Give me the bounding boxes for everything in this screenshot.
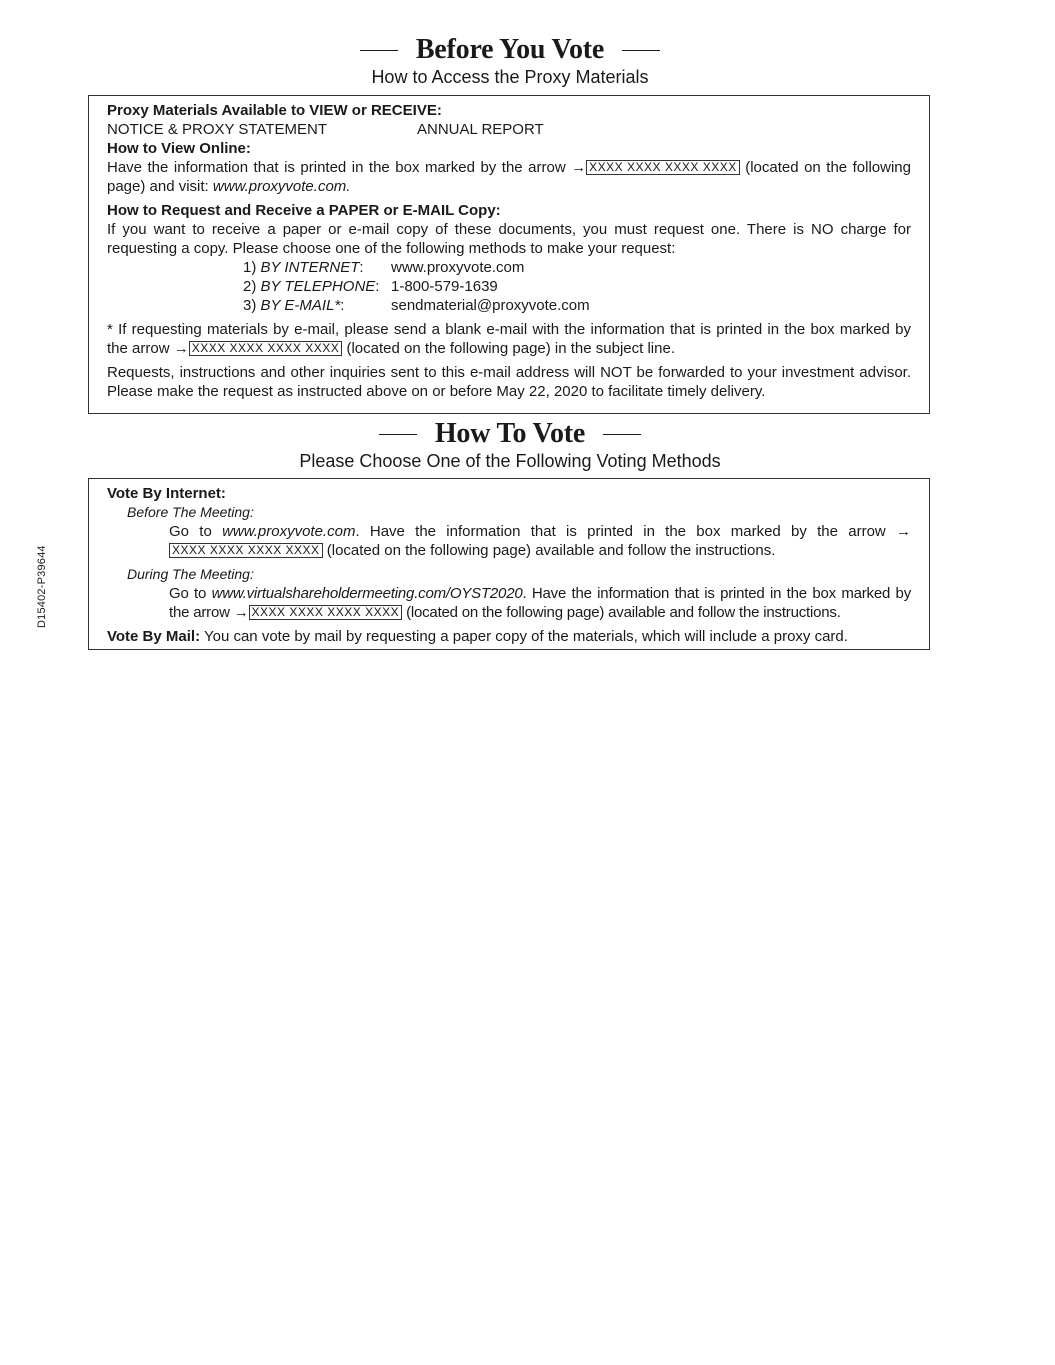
- voting-methods-box: [88, 478, 930, 650]
- view-online-text: [107, 158, 911, 196]
- before-you-vote-subtitle: How to Access the Proxy Materials: [371, 67, 649, 87]
- heading-rule-right: [622, 50, 660, 51]
- material-annual-report: ANNUAL REPORT: [417, 121, 544, 138]
- before-meeting-url: www.proxyvote.com: [222, 523, 356, 540]
- during-meeting-label: During The Meeting:: [127, 566, 254, 582]
- request-heading: How to Request and Receive a PAPER or E-MAIL Copy:: [107, 202, 501, 219]
- view-url: www.proxyvote.com.: [212, 178, 351, 195]
- during-meeting-text: Go to www.virtualshareholdermeeting.com/OYST2020. Have the information that is printed in the box marked by the arrow → XXXX XXXX XXXX XXXX (located on the following page) available and follow the instructions.: [169, 585, 911, 621]
- before-you-vote-title: Before You Vote: [415, 34, 605, 65]
- document-code: D15402-P39644: [36, 545, 48, 628]
- method-internet-value: www.proxyvote.com: [391, 259, 525, 276]
- email-note-end: (located on the following page) in the subject line.: [346, 340, 675, 357]
- method-telephone-value: 1-800-579-1639: [391, 278, 498, 295]
- before-you-vote-heading: [0, 34, 1020, 88]
- email-note: [107, 320, 911, 358]
- arrow-icon: →: [173, 340, 189, 357]
- arrow-icon: →: [896, 523, 912, 540]
- before-meeting-label: Before The Meeting:: [127, 504, 254, 520]
- email-note-start: * If requesting materials by e-mail, please send a blank e-mail with the information that is printed in the box marked by the arrow: [107, 321, 911, 357]
- control-number-box: XXXX XXXX XXXX XXXX: [586, 160, 740, 175]
- during-meeting-url: www.virtualshareholdermeeting.com/OYST2020: [211, 585, 523, 602]
- control-number-box: XXXX XXXX XXXX XXXX: [249, 605, 403, 620]
- material-notice: NOTICE & PROXY STATEMENT: [107, 121, 328, 138]
- proxy-materials-box: [88, 95, 930, 414]
- materials-row: [107, 120, 911, 139]
- control-number-box: XXXX XXXX XXXX XXXX: [189, 341, 343, 356]
- request-text: If you want to receive a paper or e-mail copy of these documents, you must request one. There is NO charge for requesting a copy. Please choose one of the following methods to make your request:: [107, 221, 911, 257]
- control-number-box: XXXX XXXX XXXX XXXX: [169, 543, 323, 558]
- view-online-heading: How to View Online:: [107, 140, 251, 157]
- view-text-end: (located on the following page) and visit:: [107, 159, 911, 195]
- heading-rule-left: [360, 50, 398, 51]
- requests-note: Requests, instructions and other inquiries sent to this e-mail address will NOT be forwarded to your investment advisor. Please make the request as instructed above on or before May 22, 2020 to facilitate timely delivery.: [107, 364, 911, 400]
- vote-mail-row: [107, 627, 911, 646]
- arrow-icon: →: [571, 159, 587, 176]
- before-meeting-text: Go to www.proxyvote.com. Have the information that is printed in the box marked by the arrow →XXXX XXXX XXXX XXXX (located on the following page) available and follow the instructions.: [169, 523, 912, 559]
- how-to-vote-title: How To Vote: [434, 418, 586, 449]
- arrow-icon: →: [233, 604, 249, 621]
- method-telephone: 2) BY TELEPHONE: 1-800-579-1639: [243, 278, 498, 295]
- method-email: 3) BY E-MAIL*: sendmaterial@proxyvote.com: [243, 297, 590, 314]
- vote-mail-text: You can vote by mail by requesting a paper copy of the materials, which will include a proxy card.: [203, 628, 848, 645]
- heading-rule-right: [603, 434, 641, 435]
- method-email-value: sendmaterial@proxyvote.com: [391, 297, 590, 314]
- vote-mail-heading: Vote By Mail:: [107, 628, 201, 645]
- view-text-start: Have the information that is printed in the box marked by the arrow: [107, 159, 566, 176]
- request-methods: [107, 258, 911, 315]
- method-internet: 1) BY INTERNET: www.proxyvote.com: [243, 259, 525, 276]
- heading-rule-left: [379, 434, 417, 435]
- how-to-vote-heading: [0, 418, 1020, 472]
- how-to-vote-subtitle: Please Choose One of the Following Voting Methods: [299, 451, 721, 471]
- vote-internet-heading: Vote By Internet:: [107, 485, 226, 502]
- available-heading: Proxy Materials Available to VIEW or RECEIVE:: [107, 102, 442, 119]
